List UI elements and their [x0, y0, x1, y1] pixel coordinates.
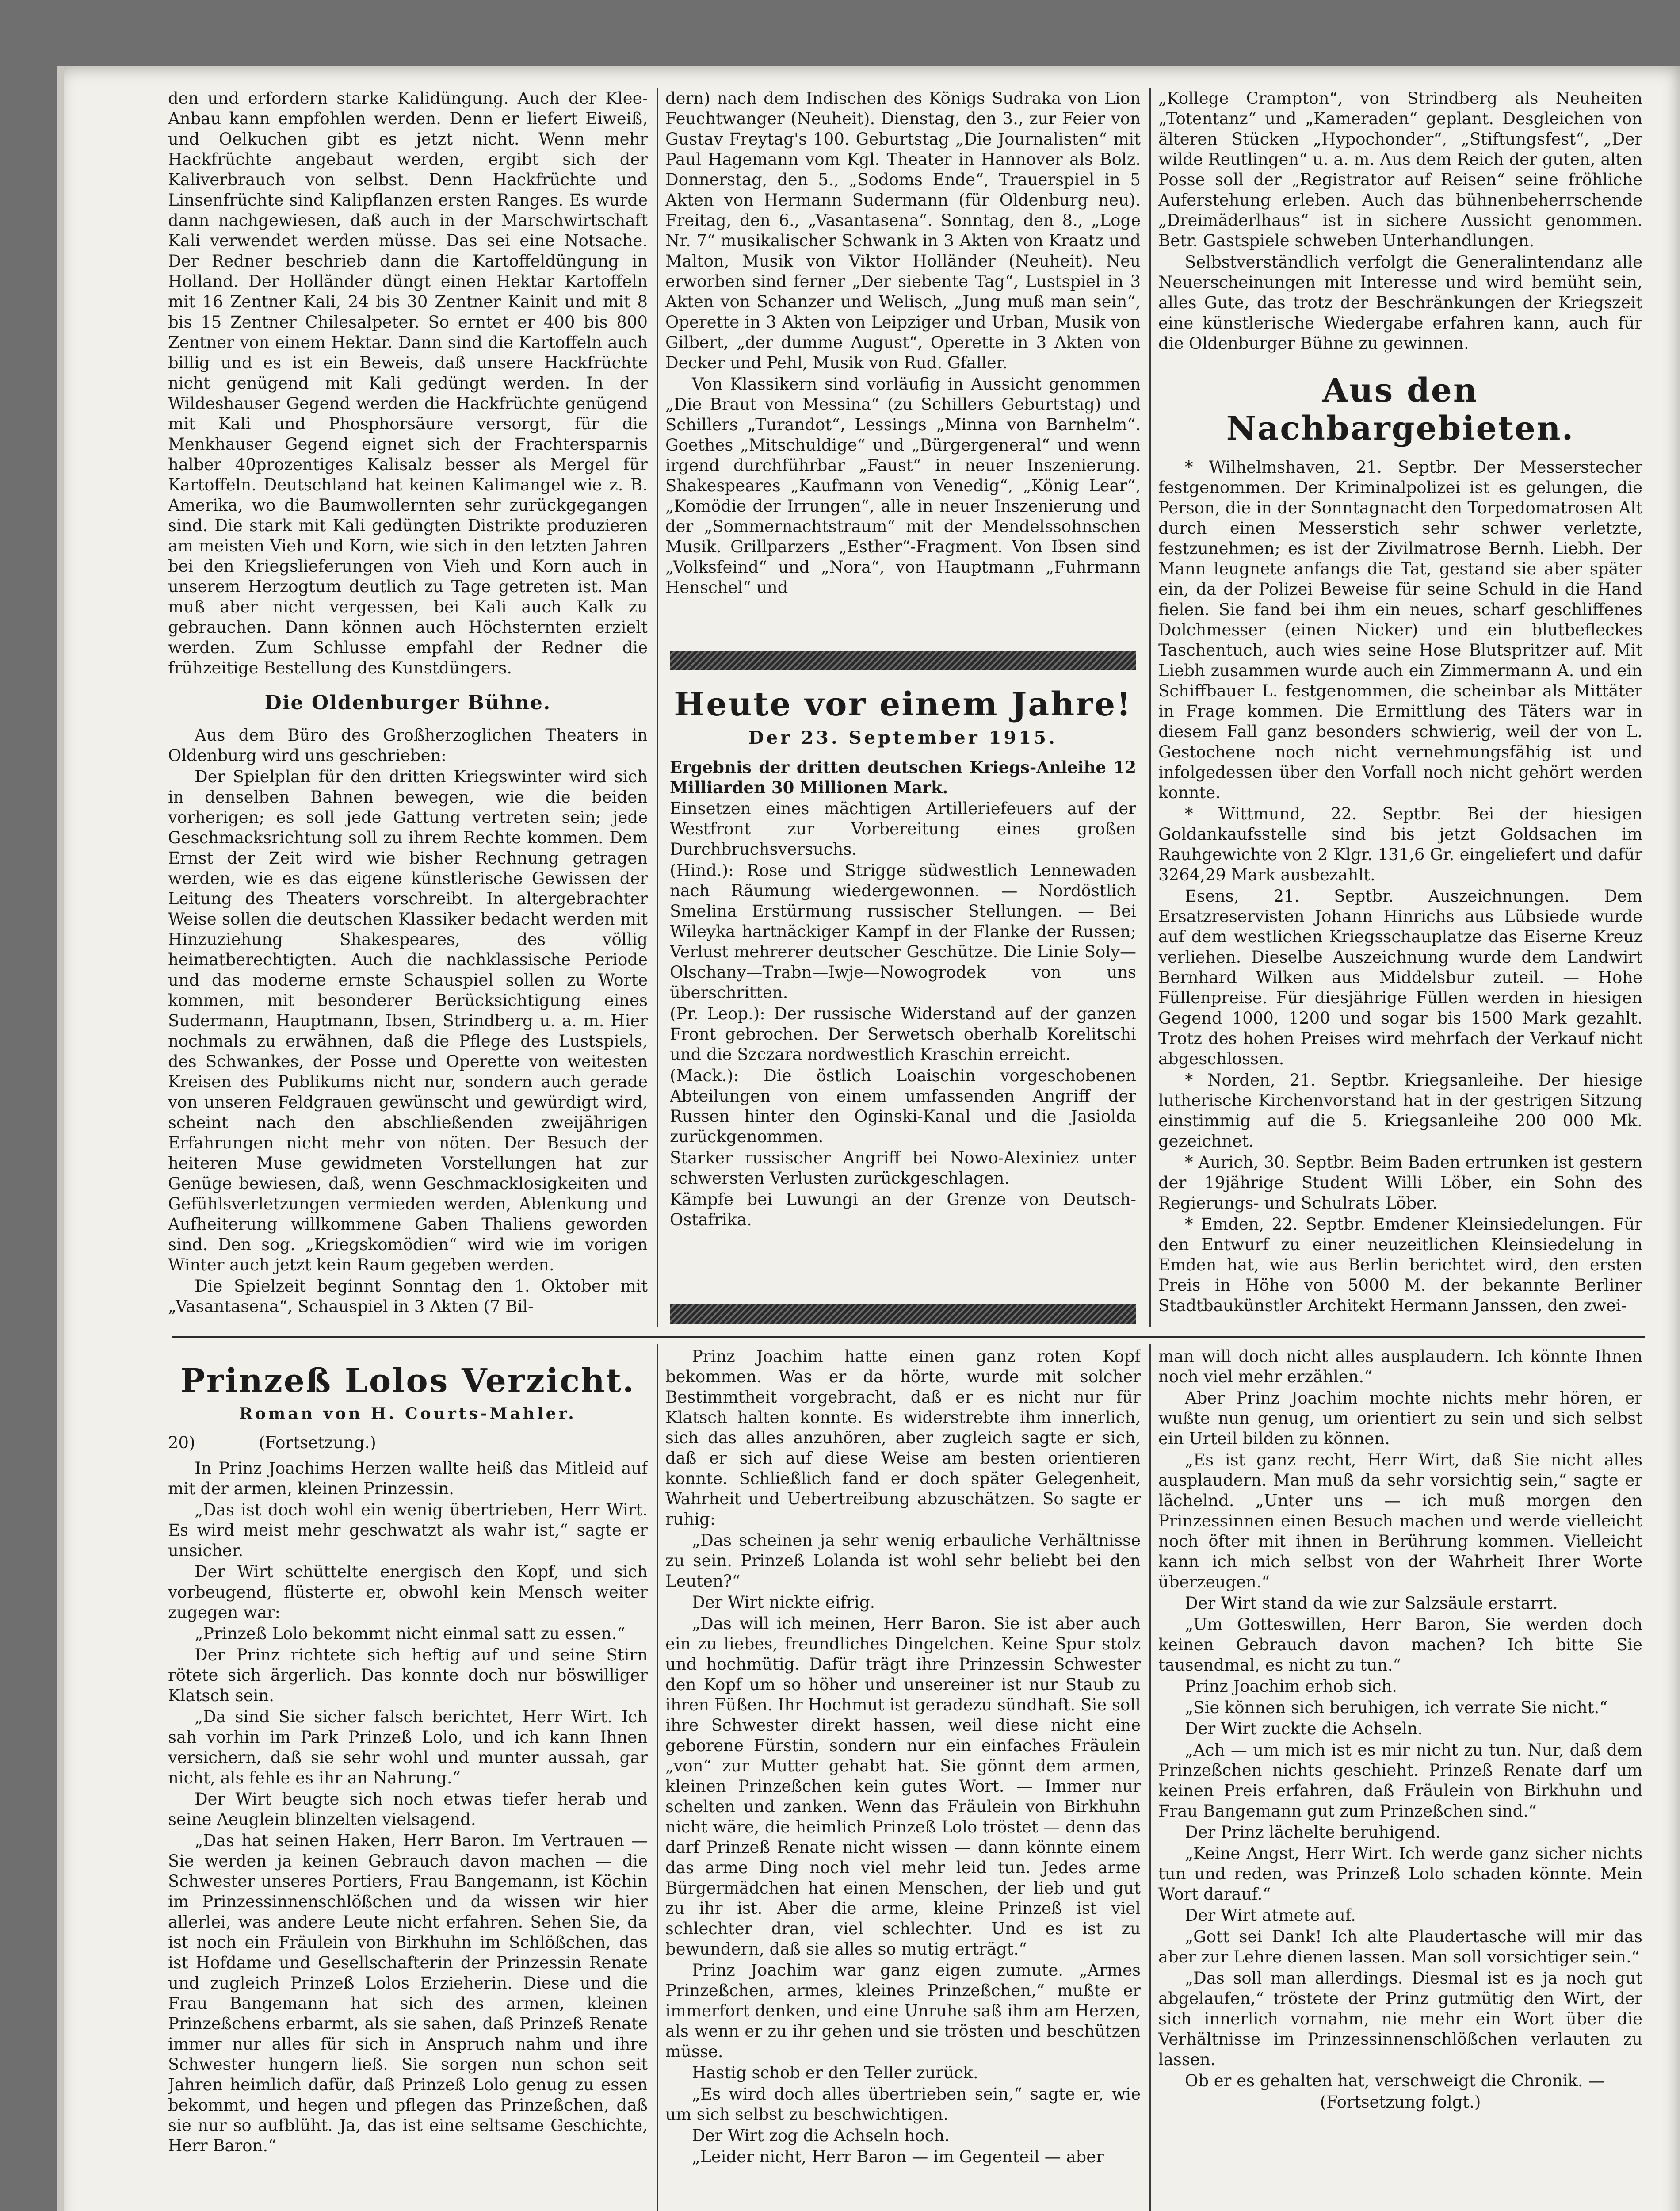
roman-heading: Prinzeß Lolos Verzicht. [180, 1362, 635, 1400]
heute-item: (Hind.): Rose und Strigge südwestlich Lennewaden nach Räumung wiedergewonnen. — Nordöstlich Smelina Erstürmung russischer Stellungen. — Bei Wileyka hartnäckiger Kampf in der Flanke der Russen; Verlust mehrerer deutscher Geschütze. Die Linie Soly—Olschany—Trabn—Iwje—Nowogrodek von uns überschritten. [670, 861, 1136, 1002]
roman-paragraph: Der Wirt nickte eifrig. [692, 1593, 875, 1612]
roman-paragraph: Prinz Joachim hatte einen ganz roten Kopf bekommen. Was er da hörte, wurde mit solcher Bestimmtheit vorgebracht, daß er es nicht nur für Klatsch halten konnte. Es widerstrebte ihm innerlich, sich das alles anzuhören, aber zugleich sagte er sich, daß er sich auf diese Weise am besten orientieren konnte. Schließlich fand er doch später Gelegenheit, Wahrheit und Uebertreibung abzuschätzen. So sagte er ruhig: [665, 1347, 1141, 1529]
roman-paragraph: „Gott sei Dank! Ich alte Plaudertasche will mir das aber zur Lehre dienen lassen. Man soll vorsichtiger sein.“ [1158, 1927, 1642, 1966]
feuilleton-rule [172, 1336, 1645, 1338]
heute-top-band [670, 651, 1136, 670]
roman-paragraph: Ob er es gehalten hat, verschweigt die Chronik. — [1185, 2071, 1605, 2090]
roman-column-2 [665, 1346, 1141, 2211]
nachbar-item: * Wittmund, 22. Septbr. Bei der hiesigen Goldankaufsstelle sind bis jetzt Goldsachen im Rauhgewichte von 2 Klgr. 131,6 Gr. eingeliefert und dafür 3264,29 Mark ausbezahlt. [1158, 804, 1642, 884]
roman-paragraph: Prinz Joachim erhob sich. [1185, 1677, 1397, 1696]
roman-paragraph: „Das scheinen ja sehr wenig erbauliche Verhältnisse zu sein. Prinzeß Lolanda ist wohl sehr beliebt bei den Leuten?“ [665, 1531, 1141, 1591]
column-divider [657, 88, 658, 1327]
buehne-continuation: dern) nach dem Indischen des Königs Sudraka von Lion Feuchtwanger (Neuheit). Dienstag, den 3., zur Feier von Gustav Freytag's 100. Geburtstag „Die Journalisten“ mit Paul Hagemann vom Kgl. Theater in Hannover als Bolz. Donnerstag, den 5., „Sodoms Ende“, Trauerspiel in 5 Akten von Hermann Sudermann (für Oldenburg neu). Freitag, den 6., „Vasantasena“. Sonntag, den 8., „Loge Nr. 7“ musikalischer Schwank in 3 Akten von Kraatz und Malton, Musik von Viktor Holländer (Neuheit). Neu erworben sind ferner „Der siebente Tag“, Lustspiel in 3 Akten von Schanzer und Welisch, „Jung muß man sein“, Operette in 3 Akten von Leipziger und Urban, Musik von Gilbert, „der dumme August“, Operette in 3 Akten von Decker und Pehl, Musik von Rud. Gfaller. [665, 89, 1141, 372]
roman-paragraph: Aber Prinz Joachim mochte nichts mehr hören, er wußte nun genug, um orientiert zu sein und sich selbst ein Urteil bilden zu können. [1158, 1389, 1642, 1448]
nachbar-item: * Norden, 21. Septbr. Kriegsanleihe. Der hiesige lutherische Kirchenvorstand hat in der gestrigen Sitzung einstimmig auf die 5. Kriegsanleihe 200 000 Mk. gezeichnet. [1158, 1071, 1642, 1151]
nachbar-item: * Aurich, 30. Septbr. Beim Baden ertrunken ist gestern der 19jährige Student Willi Löber, ein Sohn des Regierungs- und Schulrats Löber. [1158, 1153, 1642, 1213]
page-edge-shadow [57, 66, 64, 2211]
roman-column-1 [168, 1353, 648, 2211]
column-1-top [168, 88, 648, 1322]
column-divider [657, 1344, 658, 2211]
buehne-continuation: Von Klassikern sind vorläufig in Aussicht genommen „Die Braut von Messina“ (zu Schillers Geburtstag) und Schillers „Turandot“, Lessings „Minna von Barnhelm“. Goethes „Mitschuldige“ und „Bürgergeneral“ und wenn irgend durchführbar „Faust“ in neuer Inszenierung. Shakespeares „Kaufmann von Venedig“, „König Lear“, „Komödie der Irrungen“, alle in neuer Inszenierung und der „Sommernachtstraum“ mit der Mendelssohnschen Musik. Grillparzers „Esther“-Fragment. Von Ibsen sind „Volksfeind“ und „Nora“, von Hauptmann „Fuhrmann Henschel“ und [665, 375, 1141, 597]
nachbar-item: * Wilhelmshaven, 21. Septbr. Der Messerstecher festgenommen. Der Kriminalpolizei ist es gelungen, die Person, die in der Sonntagnacht den Torpedomatrosen Alt durch einen Messerstich sehr schwer verletzte, festzunehmen; es ist der Zivilmatrose Bernh. Liebh. Der Mann leugnete anfangs die Tat, gestand sie aber später ein, da der Polizei Beweise für seine Schuld in die Hand fielen. Sie fand bei ihm ein neues, scharf geschliffenes Dolchmesser (einen Nicker) und ein blutbefleckes Taschentuch, auch wies seine Hose Blutspritzer auf. Mit Liebh zusammen wurde auch ein Zimmermann A. und ein Schiffbauer L. festgenommen, die scheinbar als Mittäter in Frage kommen. Die Ermittlung des Täters war in diesem Fall ganz besonders schwierig, weil der von L. Gestochene noch nicht vernehmungsfähig ist und infolgedessen über den Vorfall noch nicht gehört werden konnte. [1158, 458, 1642, 802]
heute-item: Einsetzen eines mächtigen Artilleriefeuers auf der Westfront zur Vorbereitung eines großen Durchbruchsversuchs. [670, 799, 1136, 859]
roman-paragraph: „Das will ich meinen, Herr Baron. Sie ist aber auch ein zu liebes, freundliches Dingelchen. Keine Spur stolz und hochmütig. Dafür trägt ihre Prinzessin Schwester den Kopf um so höher und unsereiner ist nur Staub zu ihren Füßen. Ihr Hochmut ist geradezu sündhaft. Sie soll ihre Schwester direkt hassen, weil diese nicht eine geborene Fürstin, sondern nur ein einfaches Fräulein „von“ zur Mutter gehabt hat. Sie gönnt dem armen, kleinen Prinzeßchen kein gutes Wort. — Immer nur schelten und zanken. Wenn das Fräulein von Birkhuhn nicht wäre, die heimlich Prinzeß Lolo tröstet — denn das darf Prinzeß Renate nicht wissen — dann könnte einem das arme Ding noch viel mehr leid tun. Jedes arme Bürgermädchen hat einen Menschen, der lieb und gut zu ihr ist. Aber die arme, kleine Prinzeß ist viel schlechter dran, viel schlechter. Und es ist zu bewundern, daß sie alles so mutig erträgt.“ [665, 1614, 1141, 1959]
column-3-top [1158, 88, 1642, 1318]
roman-paragraph: „Das hat seinen Haken, Herr Baron. Im Vertrauen — Sie werden ja keinen Gebrauch davon machen — die Schwester unseres Portiers, Frau Bangemann, ist Köchin im Prinzessinnenschlößchen und da wissen wir hier allerlei, was andere Leute nicht erfahren. Sehen Sie, da ist noch ein Fräulein von Birkhuhn im Schlößchen, das ist Hofdame und Gesellschafterin der Prinzessin Renate und zugleich Prinzeß Lolos Erzieherin. Diese und die Frau Bangemann hat sich des armen, kleinen Prinzeßchens erbarmt, als sie sahen, daß Prinzeß Renate immer nur alles für sich in Anspruch nahm und ihre Schwester hungern ließ. Sie sorgen nun schon seit Jahren heimlich dafür, daß Prinzeß Lolo genug zu essen bekommt, und hegen und pflegen das Prinzeßchen, daß sie nur so aufblüht. Ja, das ist eine seltsame Geschichte, Herr Baron.“ [168, 1831, 648, 2155]
heute-heading: Heute vor einem Jahre! [674, 685, 1132, 723]
roman-paragraph: „Keine Angst, Herr Wirt. Ich werde ganz sicher nichts tun und reden, was Prinzeß Lolo schaden könnte. Mein Wort darauf.“ [1158, 1844, 1642, 1904]
nachbar-item: * Emden, 22. Septbr. Emdener Kleinsiedelungen. Für den Entwurf zu einer neuzeitlichen Kleinsiedelung in Emden hat, wie aus Berlin berichtet wird, den ersten Preis in Höhe von 5000 M. der bekannte Berliner Stadtbaukünstler Architekt Hermann Janssen, den zwei- [1158, 1215, 1642, 1315]
roman-paragraph: Der Wirt stand da wie zur Salzsäule erstarrt. [1185, 1594, 1558, 1613]
roman-fortsetzung-folgt: (Fortsetzung folgt.) [1320, 2092, 1481, 2112]
roman-paragraph: „Prinzeß Lolo bekommt nicht einmal satt zu essen.“ [195, 1624, 626, 1643]
roman-paragraph: Der Wirt atmete auf. [1185, 1906, 1356, 1925]
roman-paragraph: Der Prinz richtete sich heftig auf und seine Stirn rötete sich ärgerlich. Das konnte doch nur böswilliger Klatsch sein. [168, 1645, 648, 1705]
column-divider [1149, 88, 1151, 1327]
buehne-paragraph: Der Spielplan für den dritten Kriegswinter wird sich in denselben Bahnen bewegen, wie die beiden vorherigen; es soll jede Gattung vertreten sein; jede Geschmacksrichtung soll zu ihrem Rechte kommen. Dem Ernst der Zeit wird wie bisher Rechnung getragen werden, wie es das eigene künstlerische Gewissen der Leitung des Theaters vorschreibt. In altergebrachter Weise sollen die deutschen Klassiker bedacht werden mit Hinzuziehung Shakespeares, des völlig heimatberechtigten. Auch die nachklassische Periode und das moderne ernste Schauspiel sollen zu Worte kommen, mit besonderer Berücksichtigung eines Sudermann, Hauptmann, Ibsen, Strindberg u. a. m. Hier nochmals zu erwähnen, daß die Pflege des Lustspiels, des Schwankes, der Posse und Operette von weitesten Kreisen des Publikums nicht nur, sondern auch gerade von unseren Feldgrauen gewünscht und gewürdigt wird, scheint nach den abschließenden zweijährigen Erfahrungen nicht mehr von nöten. Der Besuch der heiteren Muse gewidmeten Vorstellungen hat zur Genüge bewiesen, daß, wenn Geschmacklosigkeiten und Gefühlsverletzungen vermieden werden, Ablenkung und Aufheiterung willkommene Gaben Thaliens geworden sind. Den sog. „Kriegskomödien“ wird wie im vorigen Winter auch jetzt kein Raum gegeben werden. [168, 767, 648, 1274]
roman-paragraph: „Da sind Sie sicher falsch berichtet, Herr Wirt. Ich sah vorhin im Park Prinzeß Lolo, und ich kann Ihnen versichern, daß sie sehr wohl und munter aussah, gar nicht, als fehle es ihr an Nahrung.“ [168, 1707, 648, 1787]
roman-paragraph: „Das soll man allerdings. Diesmal ist es ja noch gut abgelaufen,“ tröstete der Prinz gutmütig den Wirt, der sich innerlich vornahm, nie mehr ein Wort über die Verhältnisse im Prinzessinnenschlößchen verlauten zu lassen. [1158, 1969, 1642, 2069]
heute-lead: Ergebnis der dritten deutschen Kriegs-Anleihe 12 Milliarden 30 Millionen Mark. [670, 757, 1136, 797]
heute-item: Starker russischer Angriff bei Nowo-Alexiniez unter schwersten Verlusten zurückgeschlagen. [670, 1148, 1136, 1188]
roman-paragraph: „Das ist doch wohl ein wenig übertrieben, Herr Wirt. Es wird meist mehr geschwatzt als wahr ist,“ sagte er unsicher. [168, 1500, 648, 1560]
buehne-paragraph: Die Spielzeit beginnt Sonntag den 1. Oktober mit „Vasantasena“, Schauspiel in 3 Akten (7 Bil- [168, 1277, 648, 1316]
roman-column-3 [1158, 1346, 1642, 2211]
roman-paragraph: man will doch nicht alles ausplaudern. Ich könnte Ihnen noch viel mehr erzählen.“ [1158, 1347, 1642, 1386]
roman-paragraph: „Es ist ganz recht, Herr Wirt, daß Sie nicht alles ausplaudern. Man muß da sehr vorsichtig sein,“ sagte er lächelnd. „Unter uns — ich muß morgen den Prinzessinnen einen Besuch machen und werde vielleicht noch öfter mit ihnen in Berührung kommen. Vielleicht kann ich mich selbst von der Wahrheit Ihrer Worte überzeugen.“ [1158, 1450, 1642, 1591]
roman-paragraph: Der Wirt zog die Achseln hoch. [692, 2126, 950, 2145]
heute-item: (Pr. Leop.): Der russische Widerstand auf der ganzen Front gebrochen. Der Serwetsch oberhalb Korelitschi und die Szczara nordwestlich Kraschin erreicht. [670, 1004, 1136, 1064]
buehne-heading: Die Oldenburger Bühne. [264, 692, 551, 714]
roman-paragraph: Prinz Joachim war ganz eigen zumute. „Armes Prinzeßchen, armes, kleines Prinzeßchen,“ mußte er immerfort denken, und eine Unruhe saß ihm am Herzen, als wenn er zu ihr gehen und sie trösten und beschützen müsse. [665, 1961, 1141, 2061]
roman-paragraph: Hastig schob er den Teller zurück. [692, 2063, 978, 2082]
heute-date: Der 23. September 1915. [748, 727, 1058, 748]
heute-item: Kämpfe bei Luwungi an der Grenze von Deutsch-Ostafrika. [670, 1190, 1136, 1229]
nachbar-heading: Aus den Nachbargebieten. [1226, 371, 1575, 448]
roman-paragraph: Der Wirt beugte sich noch etwas tiefer herab und seine Aeuglein blinzelten vielsagend. [168, 1790, 648, 1829]
buehne-paragraph: Aus dem Büro des Großherzoglichen Theaters in Oldenburg wird uns geschrieben: [168, 726, 648, 765]
roman-installment: 20) [168, 1433, 195, 1452]
heute-bottom-band [670, 1304, 1136, 1324]
column-divider [1149, 1344, 1151, 2211]
roman-paragraph: „Um Gotteswillen, Herr Baron, Sie werden doch keinen Gebrauch davon machen? Ich bitte Sie tausendmal, es nicht zu tun.“ [1158, 1615, 1642, 1675]
column-2-top [665, 88, 1141, 632]
roman-byline: Roman von H. Courts-Mahler. [239, 1404, 577, 1423]
heute-item: (Mack.): Die östlich Loaischin vorgeschobenen Abteilungen von einem umfassenden Angriff der Russen hinter den Oginski-Kanal und die Jasiolda zurückgenommen. [670, 1066, 1136, 1146]
heute-box [670, 681, 1136, 1296]
kali-article-tail: den und erfordern starke Kalidüngung. Auch der Klee-Anbau kann empfohlen werden. Denn er liefert Eiweiß, und Oelkuchen gibt es jetzt nicht. Wenn mehr Hackfrüchte angebaut werden, ergibt sich der Kaliverbrauch von selbst. Denn Hackfrüchte und Linsenfrüchte sind Kalipflanzen ersten Ranges. Es wurde dann nachgewiesen, daß auch in der Marschwirtschaft Kali verwendet werden müsse. Das sei eine Notsache. Der Redner beschrieb dann die Kartoffeldüngung in Holland. Der Holländer düngt einen Hektar Kartoffeln mit 16 Zentner Kali, 24 bis 30 Zentner Kainit und mit 8 bis 15 Zentner Chilesalpeter. So erntet er 400 bis 800 Zentner von einem Hektar. Dann sind die Kartoffeln auch billig und es ist ein Beweis, daß unsere Hackfrüchte nicht genügend mit Kali gedüngt werden. In der Wildeshauser Gegend werden die Hackfrüchte genügend mit Kali und Phosphorsäure versorgt, für die Menkhauser Gegend eignet sich der Frachtersparnis halber 40prozentiges Kalisalz besser als Mergel für Kartoffeln. Deutschland hat keinen Kalimangel wie z. B. Amerika, wo die Baumwollernten sehr zurückgegangen sind. Die stark mit Kali gedüngten Distrikte produzieren am meisten Vieh und Korn, wie sich in den letzten Jahren bei den Kriegslieferungen von Vieh und Korn auch in unserem Herzogtum deutlich zu Tage getreten ist. Man muß aber nicht vergessen, bei Kali auch Kalk zu gebrauchen. Dann können auch Höchsternten erzielt werden. Zum Schlusse empfahl der Redner die frühzeitige Bestellung des Kunstdüngers. [168, 89, 648, 677]
buehne-continuation: Selbstverständlich verfolgt die Generalintendanz alle Neuerscheinungen mit Interesse und wird bemüht sein, alles Gute, das trotz der Beschränkungen der Kriegszeit eine künstlerische Wiedergabe erfahren kann, auch für die Oldenburger Bühne zu gewinnen. [1158, 252, 1642, 353]
roman-paragraph: Der Wirt zuckte die Achseln. [1185, 1719, 1423, 1738]
roman-paragraph: Der Prinz lächelte beruhigend. [1185, 1823, 1441, 1842]
buehne-continuation: „Kollege Crampton“, von Strindberg als Neuheiten „Totentanz“ und „Kameraden“ geplant. Desgleichen von älteren Stücken „Hypochonder“, „Stiftungsfest“, „Der wilde Reutlingen“ u. a. m. Aus dem Reich der guten, alten Posse soll der „Registrator auf Reisen“ seine fröhliche Auferstehung erleben. Auch das bühnenbeherrschende „Dreimäderlhaus“ ist in sichere Aussicht genommen. Betr. Gastspiele schweben Unterhandlungen. [1158, 89, 1642, 250]
roman-paragraph: „Sie können sich beruhigen, ich verrate Sie nicht.“ [1185, 1698, 1608, 1717]
roman-paragraph: Der Wirt schüttelte energisch den Kopf, und sich vorbeugend, flüsterte er, obwohl kein Mensch weiter zugegen war: [168, 1562, 648, 1622]
roman-paragraph: „Es wird doch alles übertrieben sein,“ sagte er, wie um sich selbst zu beschwichtigen. [665, 2085, 1141, 2124]
roman-paragraph: „Leider nicht, Herr Baron — im Gegenteil — aber [692, 2147, 1104, 2166]
roman-continuation-note: (Fortsetzung.) [259, 1433, 376, 1452]
roman-paragraph: In Prinz Joachims Herzen wallte heiß das Mitleid auf mit der armen, kleinen Prinzessin. [168, 1459, 648, 1498]
roman-paragraph: „Ach — um mich ist es mir nicht zu tun. Nur, daß dem Prinzeßchen nichts geschieht. Prinzeß Renate darf um keinen Preis erfahren, daß Fräulein von Birkhuhn und Frau Bangemann gut zum Prinzeßchen sind.“ [1158, 1740, 1642, 1821]
nachbar-item: Esens, 21. Septbr. Auszeichnungen. Dem Ersatzreservisten Johann Hinrichs aus Lübsiede wurde auf dem westlichen Kriegsschauplatze das Eiserne Kreuz verliehen. Dieselbe Auszeichnung wurde dem Landwirt Bernhard Wilken aus Middelsbur zuteil. — Hohe Füllenpreise. Für diesjährige Füllen werden in hiesigen Gegend 1000, 1200 und sogar bis 1500 Mark gezahlt. Trotz des hohen Preises wird mehrfach der Verkauf nicht abgeschlossen. [1158, 887, 1642, 1068]
